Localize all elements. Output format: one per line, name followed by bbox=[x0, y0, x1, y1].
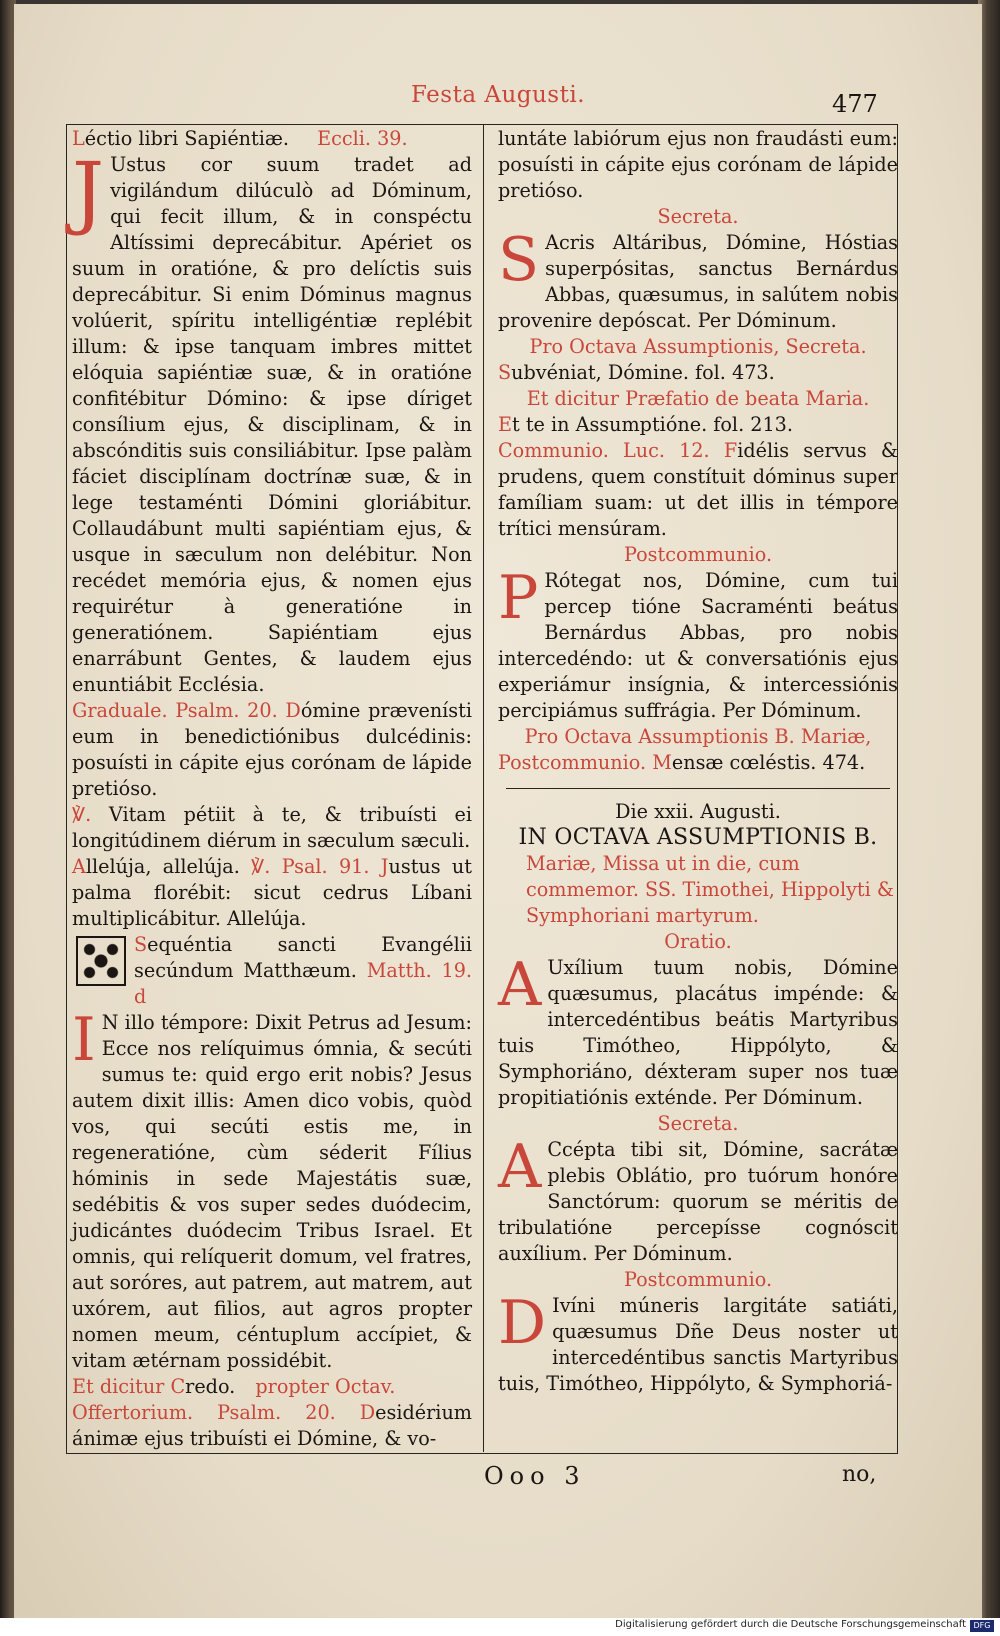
versicle bbox=[72, 802, 472, 854]
praefatio-rubric: Et dicitur Præfatio de beata Maria. bbox=[526, 387, 870, 410]
alleluia-reference: ℣. Psal. 91. bbox=[251, 855, 370, 878]
graduale-cap: D bbox=[285, 699, 301, 722]
credo-rubric-b: redo. bbox=[185, 1375, 236, 1398]
postcommunio2-label: Postcommunio. bbox=[623, 1268, 773, 1291]
feast-title: IN OCTAVA ASSUMPTIONIS B. bbox=[518, 825, 878, 850]
versicle-text: Vitam pétiit à te, & tribuísti ei longitúdinem diérum in sæculum sæculi. bbox=[72, 803, 472, 852]
continuation-text: luntáte labiórum ejus non fraudásti eum: posuísti in cápite ejus corónam de lápide pretióso. bbox=[498, 127, 898, 202]
octava-post-label: Pro Octava Assumptionis B. Mariæ, bbox=[524, 725, 872, 748]
lectio-heading bbox=[72, 126, 472, 152]
et-te-line bbox=[498, 412, 898, 438]
offertorium bbox=[72, 1400, 472, 1452]
alleluia bbox=[72, 854, 472, 932]
communio bbox=[498, 438, 898, 542]
left-column bbox=[72, 126, 472, 1452]
dfg-logo-icon: DFG bbox=[970, 1620, 994, 1632]
subveniat-cap: S bbox=[498, 361, 512, 384]
et-cap: E bbox=[498, 413, 513, 436]
oratio-label: Oratio. bbox=[664, 930, 732, 953]
alleluia-text: llelúja, allelúja. bbox=[85, 855, 240, 878]
secreta-label: Secreta. bbox=[657, 205, 739, 228]
lectio-initial: J bbox=[72, 145, 105, 238]
octava-post-cap: M bbox=[652, 751, 672, 774]
octava-post-label2: Postcommunio. bbox=[498, 751, 647, 774]
oratio-text: Uxílium tuum nobis, Dómine quæsumus, placátus impénde: & intercedéntibus beátis Martyribus tuis Timótheo, Hippólyto, & Symphoriáno, déxteram super nos tuæ propitiatiónis exténde. Per Dóminum. bbox=[498, 956, 898, 1109]
fleuron-ornament-icon bbox=[76, 936, 126, 986]
lectio-title: éctio libri Sapiéntiæ. bbox=[84, 127, 290, 150]
subveniat-line bbox=[498, 360, 898, 386]
lectio-text: Ustus cor suum tradet ad vigilándum dilúculò ad Dóminum, qui fecit illum, & in conspéctu Altíssimi deprecábitur. Apériet os suum in oratióne, & pro delíctis suis deprecábitur. Si enim Dóminus magnus volúerit, spíritu intelligéntiæ replébit illum: & ipse tanquam imbres mittet elóquia sapiéntiæ suæ, & in oratióne confitébitur Dómino: & ipse díriget consílium ejus, & disciplinam, & in abscónditis suis consiliábitur. Ipse palàm fáciet disciplínam doctrínæ suæ, & in lege testaménti Dómini gloriábitur. Collaudábunt multi sapiéntiam ejus, & usque in sæculum non delébitur. Non recédet memória ejus, & nomen ejus requirétur à generatióne in generatiónem. Sapiéntiam ejus enarrábunt Gentes, & laudem ejus enuntiábit Ecclésia. bbox=[72, 153, 472, 696]
sequentia-reference: Matth. 19. d bbox=[134, 959, 472, 1008]
secreta2-body bbox=[498, 1132, 898, 1267]
feast-date: Die xxii. Augusti. bbox=[615, 800, 781, 823]
sequentia bbox=[72, 932, 472, 1010]
subveniat-text: ubvéniat, Dómine. fol. 473. bbox=[511, 361, 775, 384]
oratio-body bbox=[498, 950, 898, 1111]
secreta-initial: S bbox=[498, 225, 540, 295]
postcommunio2-initial: D bbox=[498, 1288, 547, 1358]
gospel-text: N illo témpore: Dixit Petrus ad Jesum: Ecce nos relíquimus ómnia, & secúti sumus te: quid ergo erit nobis? Jesus autem dixit illis: Amen dico vobis, quòd vos, qui secúti estis me, in regeneratióne, cùm séderit Fílius hóminis in sede Majestátis suæ, sedébitis & vos super sedes duódecim, judicántes duódecim Tribus Israel. Et omnis, qui relíquerit domum, vel fratres, aut soróres, aut patrem, aut matrem, aut uxórem, aut filios, aut agros propter nomen meum, céntuplum accípiet, & vitam ætérnam possidébit. bbox=[72, 1011, 472, 1372]
communio-text: idélis servus & prudens, quem constítuit dóminus super famíliam suam: ut det illis in témpore trítici mensúram. bbox=[498, 439, 898, 540]
sequentia-text: equéntia sancti Evangélii secúndum Matthæum. bbox=[134, 933, 472, 982]
section-rule bbox=[506, 788, 890, 789]
offertorium-text: esidérium ánimæ ejus tribuísti ei Dómine, & vo- bbox=[72, 1401, 472, 1450]
secreta2-text: Ccépta tibi sit, Dómine, sacrátæ plebis Oblátio, pro tuórum honóre Sanctórum: quorum se méritis de tribulatióne percepísse cognóscit auxílium. Per Dóminum. bbox=[498, 1138, 898, 1265]
column-divider bbox=[483, 124, 484, 1452]
lectio-reference: Eccli. 39. bbox=[317, 127, 408, 150]
communio-cap: F bbox=[723, 439, 738, 462]
octava-post-line bbox=[498, 750, 898, 776]
oratio-initial: A bbox=[498, 950, 542, 1020]
offertorium-label: Offertorium. Psalm. 20. bbox=[72, 1401, 336, 1424]
graduale-text: ómine prævenísti eum in benedictiónibus dulcédinis: posuísti in cápite ejus corónam de lápide pretióso. bbox=[72, 699, 473, 800]
right-column bbox=[498, 126, 898, 1397]
et-text: t te in Assumptióne. fol. 213. bbox=[512, 413, 793, 436]
postcommunio-label: Postcommunio. bbox=[623, 543, 773, 566]
versicle-mark: ℣. bbox=[72, 803, 92, 826]
secreta-body bbox=[498, 225, 898, 334]
secreta2-initial: A bbox=[498, 1132, 542, 1202]
octava-secreta-label: Pro Octava Assumptionis, Secreta. bbox=[529, 335, 867, 358]
postcommunio-body bbox=[498, 563, 898, 724]
alleluia-verse: ustus ut palma florébit: sicut cedrus Líbani multiplicábitur. Allelúja. bbox=[72, 855, 473, 930]
octava-post-text: ensæ cœléstis. 474. bbox=[671, 751, 866, 774]
signature-mark: Ooo 3 bbox=[484, 1462, 586, 1490]
credo-rubric-a: Et dicitur C bbox=[72, 1375, 186, 1398]
secreta-text: Acris Altáribus, Dómine, Hóstias superpósitas, sanctus Bernárdus Abbas, quæsumus, in salútem nobis provenire depóscat. Per Dóminum. bbox=[498, 231, 898, 332]
offertorium-cap: D bbox=[359, 1401, 376, 1424]
lectio-cap: L bbox=[72, 127, 85, 150]
sequentia-cap: S bbox=[134, 933, 148, 956]
credo-rubric-c: propter Octav. bbox=[255, 1375, 396, 1398]
alleluia-cap: A bbox=[72, 855, 86, 878]
missal-page bbox=[14, 4, 982, 1618]
gospel-body bbox=[72, 1005, 472, 1374]
gospel-initial: I bbox=[72, 1005, 96, 1075]
graduale bbox=[72, 698, 472, 802]
secreta2-label: Secreta. bbox=[657, 1112, 739, 1135]
feast-rubric: Mariæ, Missa ut in die, cum commemor. SS. Timothei, Hippolyti & Symphoriani martyrum. bbox=[526, 852, 894, 927]
credo-rubric bbox=[72, 1374, 472, 1400]
postcommunio-initial: P bbox=[498, 563, 539, 633]
graduale-label: Graduale. Psalm. 20. bbox=[72, 699, 278, 722]
lectio-body bbox=[72, 145, 472, 698]
postcommunio2-body bbox=[498, 1288, 898, 1397]
alleluia-verse-cap: J bbox=[380, 855, 389, 878]
postcommunio-text: Rótegat nos, Dómine, cum tui percep tióne Sacraménti beátus Bernárdus Abbas, pro nobis intercedéndo: ut & conversatiónis ejus experiámur insígnia, & intercessiónis percipiámus suffrágia. Per Dóminum. bbox=[498, 569, 898, 722]
postcommunio2-text: Ivíni múneris largitáte satiáti, quæsumus Dñe Deus noster ut intercedéntibus sanctis Martyribus tuis, Timótheo, Hippólyto, & Symphoriá- bbox=[498, 1294, 898, 1395]
catchword: no, bbox=[842, 1462, 877, 1487]
communio-label: Communio. Luc. 12. bbox=[498, 439, 710, 462]
page-number: 477 bbox=[832, 90, 878, 118]
digitization-note: Digitalisierung gefördert durch die Deutsche Forschungsgemeinschaft bbox=[615, 1619, 966, 1630]
running-head: Festa Augusti. bbox=[410, 82, 586, 108]
